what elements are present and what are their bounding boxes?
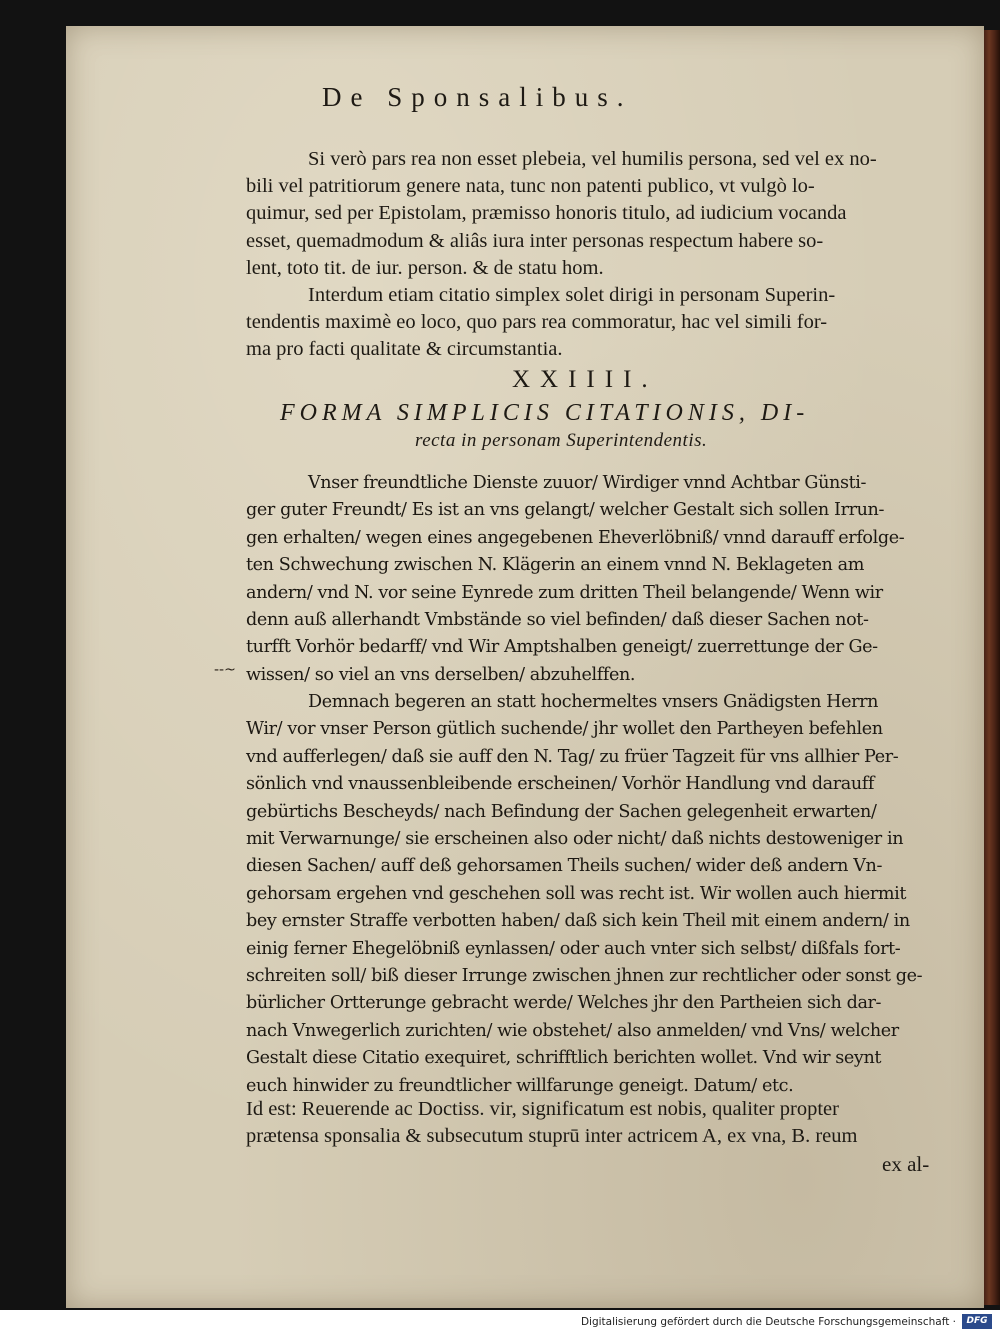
dfg-logo: DFG — [962, 1314, 992, 1329]
footer-credit: Digitalisierung gefördert durch die Deutsche Forschungsgemeinschaft · — [580, 1316, 956, 1328]
text-line: einig ferner Ehegelöbniß eynlassen/ oder auch vnter sich selbst/ dißfals fort- — [246, 938, 901, 959]
text-line: mit Verwarnunge/ sie erscheinen also oder nicht/ daß nichts destoweniger in — [246, 829, 904, 849]
text-line: ten Schwechung zwischen N. Klägerin an einem vnnd N. Beklageten am — [246, 555, 865, 576]
text-line: vnd aufferlegen/ daß sie auff den N. Tag/ zu früer Tagzeit für vns allhier Per- — [246, 746, 899, 767]
text-line: gen erhalten/ wegen eines angegebenen Eheverlöbniß/ vnnd darauff erfolge- — [246, 527, 905, 548]
text-line: ma pro facti qualitate & circumstantia. — [246, 338, 563, 361]
text-line: Id est: Reuerende ac Doctiss. vir, significatum est nobis, qualiter propter — [246, 1098, 839, 1120]
book-edge — [982, 30, 1000, 1305]
section-heading-line2: recta in personam Superintendentis. — [415, 430, 708, 451]
text-line: Wir/ vor vnser Person gütlich suchende/ jhr wollet den Partheyen befehlen — [246, 719, 883, 740]
text-line: sönlich vnd vnaussenbleibende erscheinen/ Vorhör Handlung vnd darauff — [246, 774, 874, 795]
text-line: denn auß allerhandt Vmbstände so viel befinden/ daß dieser Sachen not- — [246, 610, 869, 630]
margin-mark: --~ — [214, 662, 236, 678]
section-number: XXIIII. — [512, 366, 658, 393]
text-line: euch hinwider zu freundtlicher willfarunge geneigt. Datum/ etc. — [246, 1075, 794, 1096]
text-line: nach Vnwegerlich zurichten/ wie obstehet/ also anmelden/ vnd Vns/ welcher — [246, 1020, 899, 1041]
section-heading-line1: FORMA SIMPLICIS CITATIONIS, DI- — [280, 400, 810, 426]
text-line: bey ernster Straffe verbotten haben/ daß sich kein Theil mit einem andern/ in — [246, 911, 910, 932]
text-line: lent, toto tit. de iur. person. & de statu hom. — [246, 256, 604, 279]
text-line: gehorsam ergehen vnd geschehen soll was recht ist. Wir wollen auch hiermit — [246, 883, 907, 904]
text-line: bili vel patritiorum genere nata, tunc non patenti publico, vt vulgò lo- — [246, 175, 815, 198]
text-line: Demnach begeren an statt hochermeltes vnsers Gnädigsten Herrn — [308, 692, 879, 712]
text-line: tendentis maximè eo loco, quo pars rea commoratur, hac vel simili for- — [246, 311, 828, 334]
text-line: schreiten soll/ biß dieser Irrunge zwischen jhnen zur rechtlicher oder sonst ge- — [246, 966, 923, 986]
text-line: wissen/ so viel an vns derselben/ abzuhelffen. — [246, 664, 636, 685]
text-line: turfft Vorhör bedarff/ vnd Wir Amptshalben geneigt/ zuerrettunge der Ge- — [246, 637, 878, 658]
text-line: gebürtichs Bescheyds/ nach Befindung der Sachen gelegenheit erwarten/ — [246, 801, 877, 822]
text-line: diesen Sachen/ auff deß gehorsamen Theils suchen/ wider deß andern Vn- — [246, 856, 883, 877]
text-line: quimur, sed per Epistolam, præmisso honoris titulo, ad iudicium vocanda — [246, 202, 847, 225]
text-line: ger guter Freundt/ Es ist an vns gelangt/ welcher Gestalt sich sollen Irrun- — [246, 500, 885, 521]
text-line: Vnser freundtliche Dienste zuuor/ Wirdiger vnnd Achtbar Günsti- — [308, 473, 867, 493]
text-line: andern/ vnd N. vor seine Eynrede zum dritten Theil belangende/ Wenn wir — [246, 582, 883, 603]
running-head: De Sponsalibus. — [322, 82, 633, 112]
text-line: esset, quemadmodum & aliâs iura inter personas respectum habere so- — [246, 229, 824, 252]
text-line: bürlicher Ortterunge gebracht werde/ Welches jhr den Partheien sich dar- — [246, 993, 882, 1014]
text-line: Gestalt diese Citatio exequiret, schrifftlich berichten wollet. Vnd wir seynt — [246, 1048, 882, 1069]
text-line: Si verò pars rea non esset plebeia, vel humilis persona, sed vel ex no- — [308, 148, 877, 170]
catchword: ex al- — [882, 1152, 930, 1176]
text-line: prætensa sponsalia & subsecutum stuprū inter actricem A, ex vna, B. reum — [246, 1125, 858, 1148]
text-line: Interdum etiam citatio simplex solet dirigi in personam Superin- — [308, 284, 836, 306]
